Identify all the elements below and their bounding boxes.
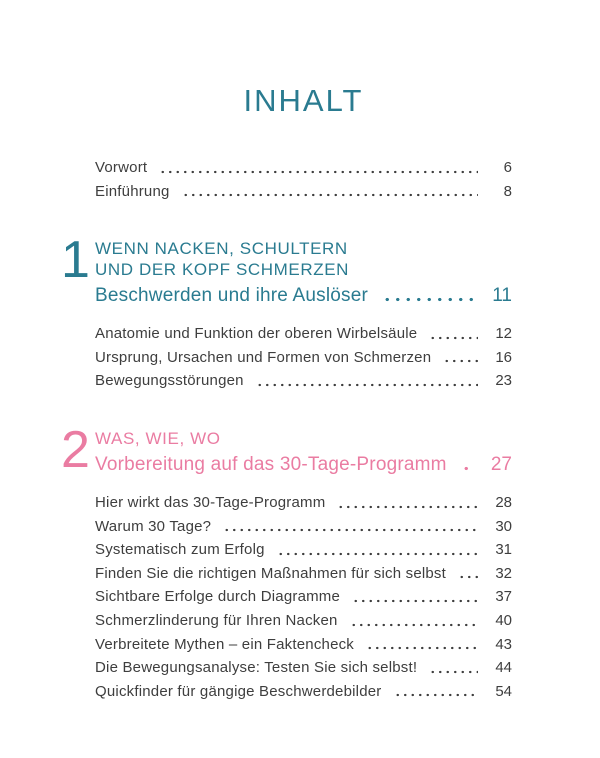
toc-row [95, 585, 512, 609]
toc-row-page-number: 12 [495, 325, 512, 343]
chapter-title-line: WAS, WIE, WO [95, 428, 221, 448]
dot-leader [394, 693, 479, 697]
toc-row-label: Die Bewegungsanalyse: Testen Sie sich selbst! [95, 659, 418, 677]
toc-row-page-number: 54 [495, 682, 512, 700]
dot-leader [443, 359, 478, 363]
toc-row [95, 491, 512, 515]
toc-row-label: Quickfinder für gängige Beschwerdebilder [95, 682, 382, 700]
toc-row-label: Einführung [95, 182, 170, 200]
toc-row-page-number: 37 [495, 588, 512, 606]
toc-row-label: Verbreitete Mythen – ein Faktencheck [95, 635, 355, 653]
toc-row [95, 562, 512, 586]
toc-row [95, 633, 512, 657]
toc-row-label: Hier wirkt das 30-Tage-Programm [95, 493, 326, 511]
chapter-section [61, 420, 512, 703]
chapter-number: 2 [61, 420, 90, 479]
dot-leader [182, 193, 478, 197]
toc-row [95, 369, 512, 393]
front-matter-list [95, 156, 512, 203]
chapter-subtitle-row [95, 283, 512, 309]
toc-row-label: Finden Sie die richtigen Maßnahmen für sich selbst [95, 564, 447, 582]
dot-leader [382, 297, 474, 302]
chapter-title [95, 238, 512, 280]
dot-leader [277, 552, 478, 556]
toc-row-page-number: 6 [503, 159, 512, 176]
chapter-title-line: WENN NACKEN, SCHULTERN [95, 239, 348, 259]
chapter-subtitle-page-number: 27 [490, 453, 512, 475]
toc-row-label: Bewegungsstörungen [95, 372, 244, 390]
page-title: INHALT [243, 83, 364, 118]
chapter-item-list [95, 491, 512, 703]
toc-row-label: Systematisch zum Erfolg [95, 541, 265, 559]
toc-row-page-number: 43 [495, 635, 512, 653]
chapter-title [95, 428, 512, 449]
dot-leader [352, 599, 478, 603]
chapter-item-list [95, 322, 512, 393]
toc-row-label: Schmerzlinderung für Ihren Nacken [95, 611, 338, 629]
dot-leader [159, 170, 478, 174]
toc-row [95, 538, 512, 562]
toc-row-page-number: 16 [495, 348, 512, 366]
toc-row-label: Anatomie und Funktion der oberen Wirbelsäule [95, 325, 418, 343]
chapter-subtitle-page-number: 11 [492, 285, 512, 307]
chapter-subtitle-label: Beschwerden und ihre Auslöser [95, 285, 369, 307]
chapter-section [61, 231, 512, 393]
dot-leader [337, 505, 478, 509]
chapter-subtitle-row [95, 452, 512, 478]
dot-leader [429, 336, 478, 340]
dot-leader [458, 575, 478, 579]
chapter-subtitle-label: Vorbereitung auf das 30-Tage-Programm [95, 453, 447, 475]
toc-row-page-number: 40 [495, 611, 512, 629]
toc-row-label: Sichtbare Erfolge durch Diagramme [95, 588, 341, 606]
toc-row-page-number: 23 [495, 372, 512, 390]
toc-row [95, 515, 512, 539]
toc-row-page-number: 8 [503, 182, 512, 200]
chapter-list [61, 231, 512, 703]
dot-leader [461, 466, 474, 471]
toc-row-label: Warum 30 Tage? [95, 517, 212, 535]
chapter-number: 1 [61, 231, 90, 290]
toc-row [95, 156, 512, 180]
dot-leader [350, 623, 478, 627]
toc-row-page-number: 30 [495, 517, 512, 535]
toc-row [95, 322, 512, 346]
toc-row [95, 656, 512, 680]
toc-row-label: Vorwort [95, 159, 148, 176]
toc-row-page-number: 28 [495, 493, 512, 511]
toc-row [95, 680, 512, 704]
dot-leader [429, 670, 478, 674]
toc-row-label: Ursprung, Ursachen und Formen von Schmerzen [95, 348, 432, 366]
chapter-title-line: UND DER KOPF SCHMERZEN [95, 260, 350, 280]
dot-leader [223, 528, 478, 532]
toc-row-page-number: 32 [495, 564, 512, 582]
toc-row-page-number: 44 [495, 659, 512, 677]
toc-row [95, 180, 512, 204]
toc-row-page-number: 31 [495, 541, 512, 559]
dot-leader [256, 383, 478, 387]
dot-leader [366, 646, 478, 650]
toc-row [95, 346, 512, 370]
toc-row [95, 609, 512, 633]
